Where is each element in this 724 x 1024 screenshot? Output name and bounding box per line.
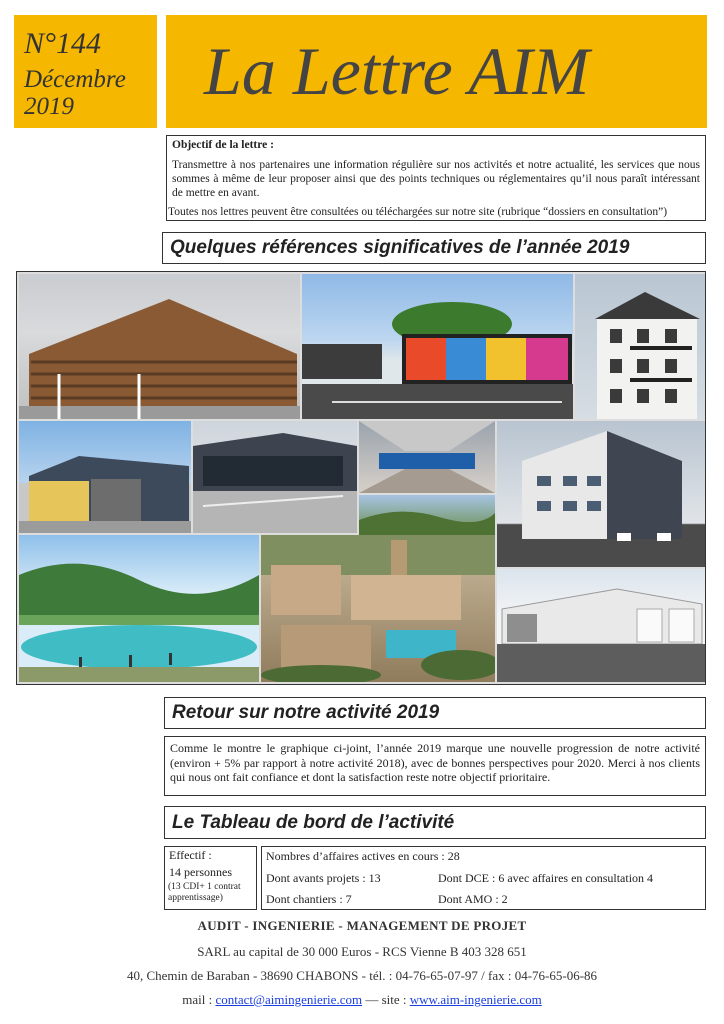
mail-label: mail : [182, 992, 213, 1007]
photo-lake-landscape [19, 535, 259, 682]
amo-count: Dont AMO : 2 [438, 892, 508, 906]
photo-colorful-mural-building [302, 274, 573, 419]
pre-projects: Dont avants projets : 13 [266, 871, 381, 885]
objective-text: Transmettre à nos partenaires une information régulière sur nos activités et notre actualité, les services que nous sommes à même de leur proposer ainsi que des points techniques ou réglementaires qu’il nous paraît intéressant de mettre en avant. [172, 159, 700, 199]
footer-services: AUDIT - INGENIERIE - MANAGEMENT DE PROJET [197, 918, 527, 933]
staff-count: 14 personnes [169, 865, 232, 879]
sites-count: Dont chantiers : 7 [266, 892, 352, 906]
active-cases: Nombres d’affaires actives en cours : 28 [266, 849, 460, 863]
footer-address: 40, Chemin de Baraban - 38690 CHABONS - tél. : 04-76-65-07-97 / fax : 04-76-65-06-86 [126, 968, 598, 983]
activity-heading: Retour sur notre activité 2019 [164, 697, 706, 729]
photo-stone-village [261, 535, 495, 682]
issue-year: 2019 [24, 93, 74, 120]
activity-stats-box [261, 846, 706, 910]
photo-green-valley [359, 495, 495, 535]
objective-box [166, 135, 706, 221]
photo-yellow-warehouse [19, 421, 191, 533]
objective-heading: Objectif de la lettre : [172, 139, 274, 151]
issue-badge [14, 15, 157, 128]
activity-text: Comme le montre le graphique ci-joint, l’année 2019 marque une nouvelle progression de notre activité (environ + 5% par rapport à notre activité 2018), avec de bonnes perspectives pour 2020. Merci à nos clients qui nous ont fait confiance et dont la satisfaction reste notre objectif prioritaire. [164, 736, 706, 796]
references-photo-collage [16, 271, 706, 685]
dce-count: Dont DCE : 6 avec affaires en consultation 4 [438, 871, 654, 885]
staff-label: Effectif : [169, 848, 212, 862]
newsletter-title: La Lettre AIM [204, 33, 590, 109]
website-link[interactable]: www.aim-ingenierie.com [409, 992, 542, 1007]
photo-industrial-hall [497, 569, 705, 682]
dashboard-heading: Le Tableau de bord de l’activité [164, 806, 706, 839]
footer-company: SARL au capital de 30 000 Euros - RCS Vienne B 403 328 651 [197, 944, 527, 959]
footer-contact [0, 992, 724, 1008]
issue-number: N°144 [24, 27, 102, 60]
staff-detail: (13 CDI+ 1 contrat apprentissage) [168, 882, 241, 903]
site-label: — site : [365, 992, 407, 1007]
staff-box [164, 846, 257, 910]
objective-note: Toutes nos lettres peuvent être consultées ou téléchargées sur notre site (rubrique “dossiers en consultation”) [168, 206, 668, 218]
photo-wooden-facade-building [19, 274, 300, 419]
photo-office-building-grey [497, 421, 705, 567]
photo-grey-modern-building [193, 421, 357, 533]
references-heading: Quelques références significatives de l’année 2019 [162, 232, 706, 264]
issue-month: Décembre [24, 66, 126, 93]
photo-underground-car-park [359, 421, 495, 493]
newsletter-banner [166, 15, 707, 128]
photo-white-residential-house [575, 274, 705, 419]
email-link[interactable]: contact@aimingenierie.com [215, 992, 363, 1007]
